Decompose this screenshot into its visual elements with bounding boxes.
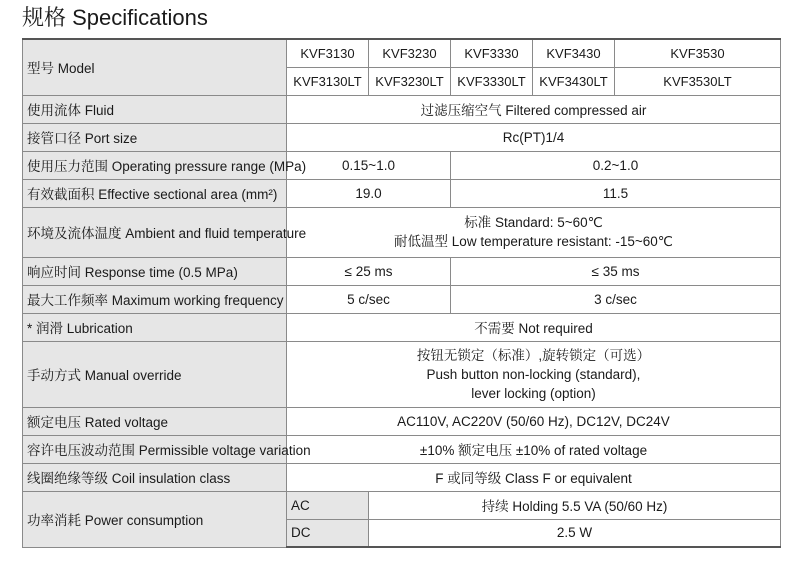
port-size-label: 接管口径 Port size [23, 123, 287, 151]
model-cell: KVF3330 [451, 39, 533, 67]
model-cell: KVF3430LT [533, 67, 615, 95]
area-label: 有效截面积 Effective sectional area (mm²) [23, 179, 287, 207]
model-cell: KVF3530 [615, 39, 781, 67]
area-value-a: 19.0 [287, 179, 451, 207]
temperature-value [287, 207, 781, 257]
model-cell: KVF3130LT [287, 67, 369, 95]
manual-override-en-1: Push button non-locking (standard), [426, 366, 641, 382]
power-ac-label: AC [287, 491, 369, 519]
area-row [23, 179, 781, 207]
model-cell: KVF3230LT [369, 67, 451, 95]
fluid-label: 使用流体 Fluid [23, 95, 287, 123]
pressure-label: 使用压力范围 Operating pressure range (MPa) [23, 151, 287, 179]
frequency-value-a: 5 c/sec [287, 285, 451, 313]
rated-voltage-row [23, 407, 781, 435]
port-size-row [23, 123, 781, 151]
insulation-value: F 或同等级 Class F or equivalent [287, 463, 781, 491]
page-title: 规格 Specifications [22, 5, 208, 30]
model-row-1 [23, 39, 781, 67]
manual-override-label: 手动方式 Manual override [23, 341, 287, 407]
response-row [23, 257, 781, 285]
power-dc-value: 2.5 W [369, 519, 781, 547]
voltage-variation-label: 容许电压波动范围 Permissible voltage variation [23, 435, 287, 463]
model-label: 型号 Model [23, 39, 287, 95]
power-dc-label: DC [287, 519, 369, 547]
temperature-low: 耐低温型 Low temperature resistant: -15~60℃ [394, 234, 673, 249]
manual-override-en-2: lever locking (option) [471, 385, 596, 401]
manual-override-zh: 按钮无锁定（标准）,旋转锁定（可选） [416, 347, 651, 363]
model-cell: KVF3430 [533, 39, 615, 67]
response-label: 响应时间 Response time (0.5 MPa) [23, 257, 287, 285]
temperature-row [23, 207, 781, 257]
temperature-standard: 标准 Standard: 5~60℃ [464, 215, 603, 230]
temperature-label: 环境及流体温度 Ambient and fluid temperature [23, 207, 287, 257]
port-size-value: Rc(PT)1/4 [287, 123, 781, 151]
insulation-row [23, 463, 781, 491]
pressure-value-b: 0.2~1.0 [451, 151, 781, 179]
manual-override-row [23, 341, 781, 407]
model-cell: KVF3330LT [451, 67, 533, 95]
voltage-variation-value: ±10% 额定电压 ±10% of rated voltage [287, 435, 781, 463]
voltage-variation-row [23, 435, 781, 463]
model-cell: KVF3530LT [615, 67, 781, 95]
power-ac-value: 持续 Holding 5.5 VA (50/60 Hz) [369, 491, 781, 519]
rated-voltage-value: AC110V, AC220V (50/60 Hz), DC12V, DC24V [287, 407, 781, 435]
lubrication-label: * 润滑 Lubrication [23, 313, 287, 341]
specifications-table [22, 38, 781, 548]
frequency-row [23, 285, 781, 313]
pressure-row [23, 151, 781, 179]
rated-voltage-label: 额定电压 Rated voltage [23, 407, 287, 435]
fluid-value: 过滤压缩空气 Filtered compressed air [287, 95, 781, 123]
frequency-value-b: 3 c/sec [451, 285, 781, 313]
insulation-label: 线圈绝缘等级 Coil insulation class [23, 463, 287, 491]
pressure-value-a: 0.15~1.0 [287, 151, 451, 179]
power-ac-row [23, 491, 781, 519]
lubrication-value: 不需要 Not required [287, 313, 781, 341]
area-value-b: 11.5 [451, 179, 781, 207]
response-value-b: ≤ 35 ms [451, 257, 781, 285]
fluid-row [23, 95, 781, 123]
model-cell: KVF3230 [369, 39, 451, 67]
lubrication-row [23, 313, 781, 341]
frequency-label: 最大工作频率 Maximum working frequency [23, 285, 287, 313]
model-cell: KVF3130 [287, 39, 369, 67]
power-label: 功率消耗 Power consumption [23, 491, 287, 547]
response-value-a: ≤ 25 ms [287, 257, 451, 285]
manual-override-value [287, 341, 781, 407]
